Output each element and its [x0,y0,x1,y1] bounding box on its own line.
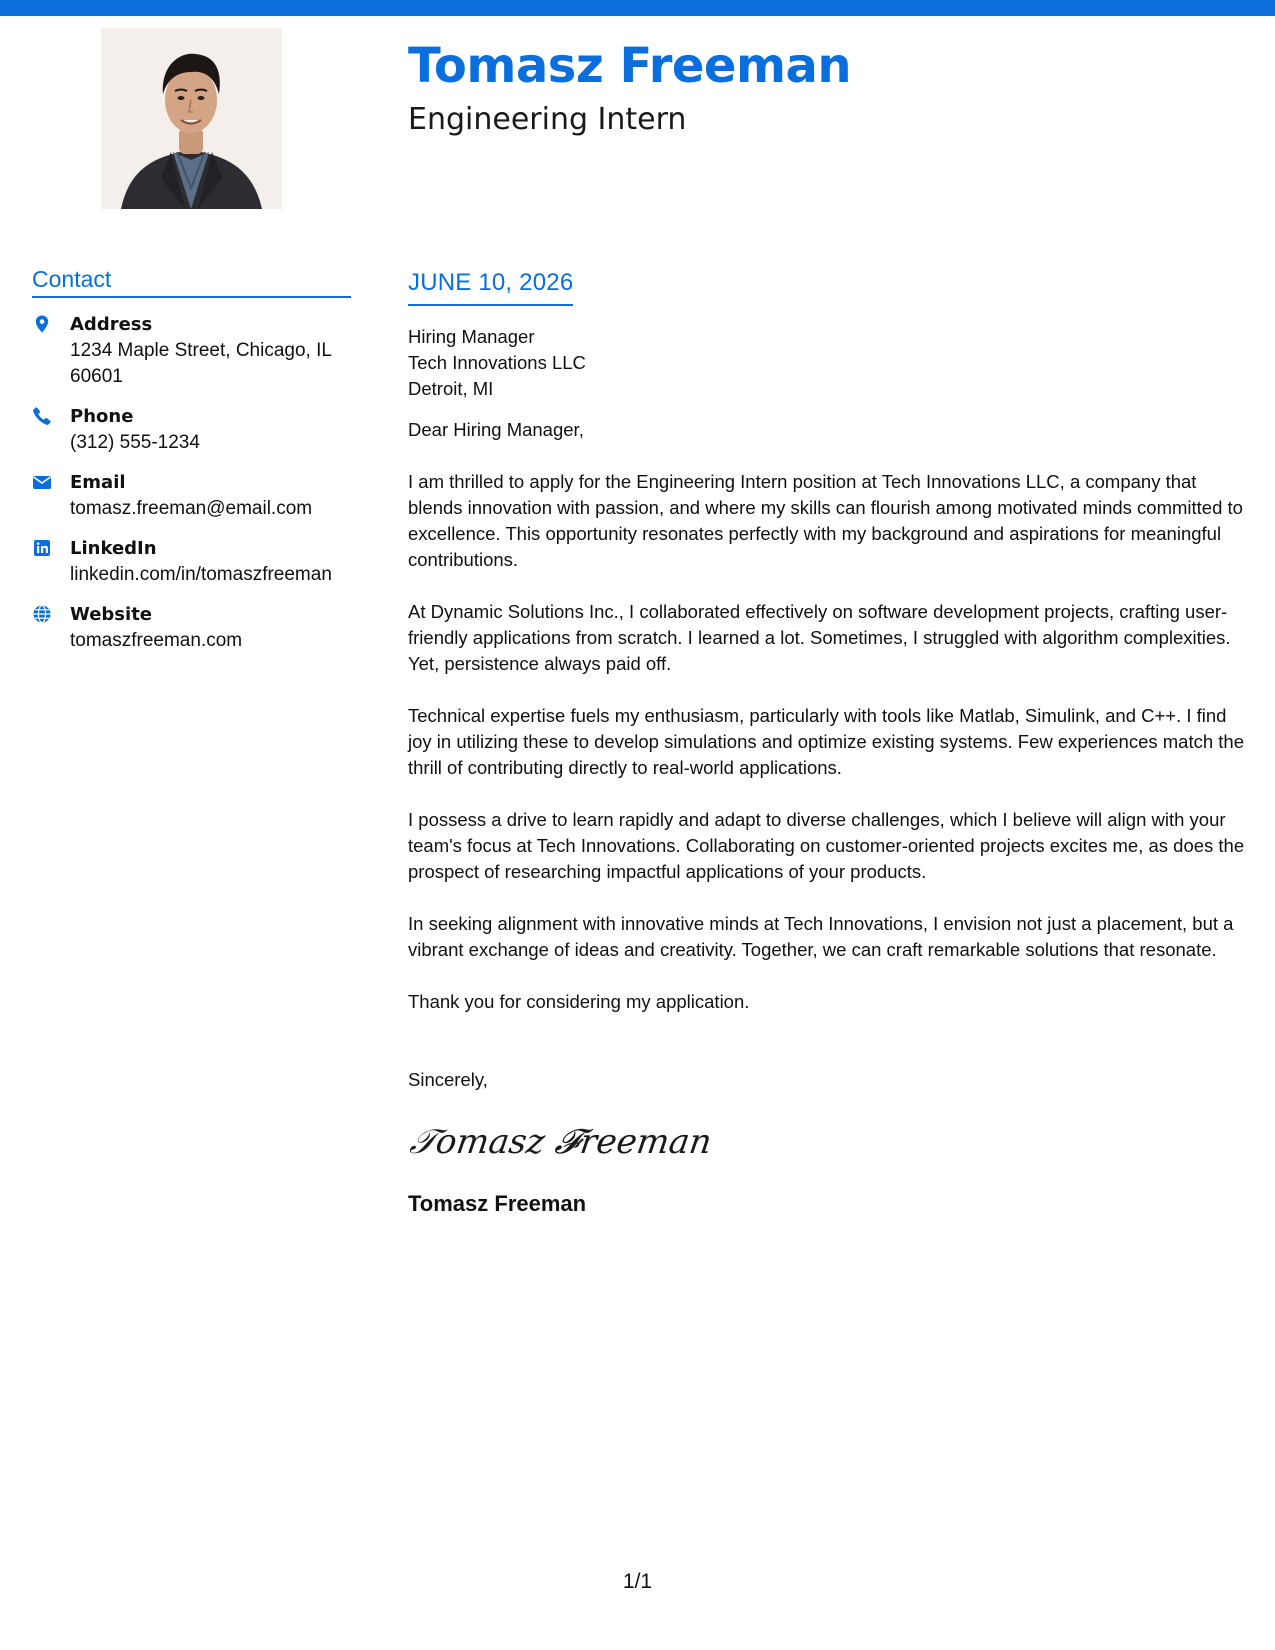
letter-paragraph: At Dynamic Solutions Inc., I collaborated effectively on software development projects, crafting user-friendly applications from scratch. I learned a lot. Sometimes, I struggled with algorithm complexities. Yet, persistence always paid off. [408,601,1231,674]
contact-label: Address [70,314,153,335]
letter-paragraph: In seeking alignment with innovative minds at Tech Innovations, I envision not just a placement, but a vibrant exchange of ideas and creativity. Together, we can craft remarkable solutions that resonate. [408,913,1234,960]
globe-icon [32,604,54,626]
contact-label: Email [70,472,126,493]
letter-paragraph: Technical expertise fuels my enthusiasm, particularly with tools like Matlab, Simulink, and C++. I find joy in utilizing these to develop simulations and optimize existing systems. Few experiences match the thrill of contributing directly to real-world applications. [408,705,1244,778]
letter-date: JUNE 10, 2026 [408,268,573,306]
contact-phone [32,404,351,456]
linkedin-icon [32,538,54,560]
candidate-name: Tomasz Freeman [408,38,852,94]
contact-address [32,312,351,390]
job-title: Engineering Intern [408,102,687,137]
letter-paragraph: Thank you for considering my application. [408,991,750,1012]
signer-name: Tomasz Freeman [408,1191,587,1216]
contact-sidebar [32,266,351,668]
salutation: Dear Hiring Manager, [408,419,584,440]
recipient-block [408,324,1253,402]
handwritten-signature [408,1115,1253,1165]
cover-letter-body [408,268,1253,1217]
phone-icon [32,406,54,428]
letter-paragraph: I possess a drive to learn rapidly and adapt to diverse challenges, which I believe will align with your team's focus at Tech Innovations. Collaborating on customer-oriented projects excites me, as does the prospect of researching impactful applications of your products. [408,809,1245,882]
page-number: 1/1 [622,1570,653,1593]
contact-website [32,602,351,654]
contact-linkedin [32,536,351,588]
envelope-icon [32,472,54,494]
map-pin-icon [32,314,54,336]
contact-label: Website [70,604,153,625]
contact-email [32,470,351,522]
address-value: 1234 Maple Street, Chicago, IL 60601 [70,340,332,387]
profile-photo [101,28,282,209]
svg-text:𝒯omasz 𝓕reeman: 𝒯omasz 𝓕reeman [407,1122,715,1162]
recipient-line: Detroit, MI [408,378,494,399]
recipient-line: Hiring Manager [408,326,535,347]
recipient-line: Tech Innovations LLC [408,352,586,373]
phone-value: (312) 555-1234 [70,432,200,453]
contact-label: LinkedIn [70,538,157,559]
contact-label: Phone [70,406,134,427]
email-value: tomasz.freeman@email.com [70,498,313,519]
top-accent-bar [0,0,1275,16]
contact-section-title: Contact [32,266,351,298]
letter-paragraph: I am thrilled to apply for the Engineering Intern position at Tech Innovations LLC, a company that blends innovation with passion, and where my skills can flourish among motivated minds committed to excellence. This opportunity resonates perfectly with my background and aspirations for meaningful contributions. [408,471,1243,570]
closing: Sincerely, [408,1069,488,1090]
website-value: tomaszfreeman.com [70,630,243,651]
linkedin-value: linkedin.com/in/tomaszfreeman [70,564,332,585]
